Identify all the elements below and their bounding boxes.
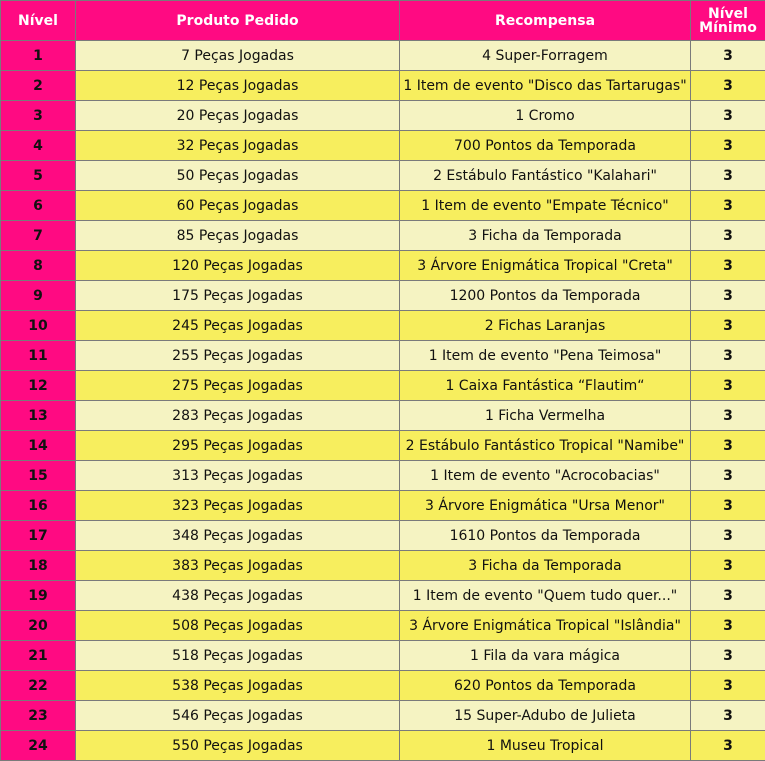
- min-level-cell: 3: [691, 581, 765, 611]
- table-row: [1, 581, 765, 611]
- min-level-cell: 3: [691, 521, 765, 551]
- min-level-cell: 3: [691, 401, 765, 431]
- header-min-level-line2: Mínimo: [699, 19, 757, 36]
- product-cell: 323 Peças Jogadas: [76, 491, 400, 521]
- product-cell: 538 Peças Jogadas: [76, 671, 400, 701]
- reward-cell: 1 Museu Tropical: [400, 731, 691, 761]
- reward-cell: 3 Ficha da Temporada: [400, 221, 691, 251]
- product-cell: 313 Peças Jogadas: [76, 461, 400, 491]
- reward-cell: 3 Árvore Enigmática "Ursa Menor": [400, 491, 691, 521]
- min-level-cell: 3: [691, 341, 765, 371]
- product-cell: 12 Peças Jogadas: [76, 71, 400, 101]
- product-cell: 546 Peças Jogadas: [76, 701, 400, 731]
- reward-cell: 2 Estábulo Fantástico Tropical "Namibe": [400, 431, 691, 461]
- min-level-cell: 3: [691, 431, 765, 461]
- product-cell: 175 Peças Jogadas: [76, 281, 400, 311]
- min-level-cell: 3: [691, 611, 765, 641]
- product-cell: 275 Peças Jogadas: [76, 371, 400, 401]
- level-cell: 23: [1, 701, 76, 731]
- reward-cell: 1 Item de evento "Disco das Tartarugas": [400, 71, 691, 101]
- product-cell: 120 Peças Jogadas: [76, 251, 400, 281]
- level-cell: 1: [1, 41, 76, 71]
- level-cell: 9: [1, 281, 76, 311]
- min-level-cell: 3: [691, 641, 765, 671]
- reward-cell: 3 Árvore Enigmática Tropical "Islândia": [400, 611, 691, 641]
- reward-cell: 1 Item de evento "Quem tudo quer...": [400, 581, 691, 611]
- reward-cell: 1610 Pontos da Temporada: [400, 521, 691, 551]
- level-cell: 11: [1, 341, 76, 371]
- level-cell: 8: [1, 251, 76, 281]
- table-row: [1, 641, 765, 671]
- level-cell: 5: [1, 161, 76, 191]
- level-cell: 6: [1, 191, 76, 221]
- min-level-cell: 3: [691, 671, 765, 701]
- min-level-cell: 3: [691, 731, 765, 761]
- table-row: [1, 551, 765, 581]
- table-row: [1, 281, 765, 311]
- table-row: [1, 221, 765, 251]
- header-min-level-line1: Nível: [708, 5, 748, 22]
- reward-cell: 1 Ficha Vermelha: [400, 401, 691, 431]
- min-level-cell: 3: [691, 41, 765, 71]
- table-row: [1, 431, 765, 461]
- product-cell: 438 Peças Jogadas: [76, 581, 400, 611]
- product-cell: 518 Peças Jogadas: [76, 641, 400, 671]
- table-row: [1, 251, 765, 281]
- level-cell: 3: [1, 101, 76, 131]
- product-cell: 348 Peças Jogadas: [76, 521, 400, 551]
- min-level-cell: 3: [691, 251, 765, 281]
- table-row: [1, 41, 765, 71]
- header-product: Produto Pedido: [76, 1, 400, 41]
- table-header: [1, 1, 765, 41]
- table-body: [1, 41, 765, 761]
- reward-cell: 1 Item de evento "Empate Técnico": [400, 191, 691, 221]
- table-row: [1, 701, 765, 731]
- product-cell: 295 Peças Jogadas: [76, 431, 400, 461]
- min-level-cell: 3: [691, 161, 765, 191]
- reward-cell: 1 Caixa Fantástica “Flautim“: [400, 371, 691, 401]
- product-cell: 7 Peças Jogadas: [76, 41, 400, 71]
- reward-cell: 1 Item de evento "Acrocobacias": [400, 461, 691, 491]
- reward-cell: 2 Estábulo Fantástico "Kalahari": [400, 161, 691, 191]
- min-level-cell: 3: [691, 71, 765, 101]
- product-cell: 32 Peças Jogadas: [76, 131, 400, 161]
- level-cell: 14: [1, 431, 76, 461]
- reward-cell: 1200 Pontos da Temporada: [400, 281, 691, 311]
- reward-cell: 700 Pontos da Temporada: [400, 131, 691, 161]
- level-cell: 24: [1, 731, 76, 761]
- table-row: [1, 491, 765, 521]
- min-level-cell: 3: [691, 371, 765, 401]
- header-row: [1, 1, 765, 41]
- reward-cell: 1 Fila da vara mágica: [400, 641, 691, 671]
- min-level-cell: 3: [691, 131, 765, 161]
- table-row: [1, 401, 765, 431]
- level-cell: 19: [1, 581, 76, 611]
- reward-cell: 4 Super-Forragem: [400, 41, 691, 71]
- product-cell: 85 Peças Jogadas: [76, 221, 400, 251]
- min-level-cell: 3: [691, 461, 765, 491]
- min-level-cell: 3: [691, 191, 765, 221]
- min-level-cell: 3: [691, 311, 765, 341]
- level-cell: 22: [1, 671, 76, 701]
- level-cell: 4: [1, 131, 76, 161]
- reward-cell: 3 Ficha da Temporada: [400, 551, 691, 581]
- table-row: [1, 161, 765, 191]
- reward-cell: 1 Cromo: [400, 101, 691, 131]
- header-reward: Recompensa: [400, 1, 691, 41]
- level-cell: 12: [1, 371, 76, 401]
- product-cell: 20 Peças Jogadas: [76, 101, 400, 131]
- level-cell: 21: [1, 641, 76, 671]
- min-level-cell: 3: [691, 701, 765, 731]
- product-cell: 383 Peças Jogadas: [76, 551, 400, 581]
- level-cell: 13: [1, 401, 76, 431]
- table-row: [1, 131, 765, 161]
- table-row: [1, 371, 765, 401]
- header-level: Nível: [1, 1, 76, 41]
- level-cell: 16: [1, 491, 76, 521]
- min-level-cell: 3: [691, 491, 765, 521]
- table-row: [1, 311, 765, 341]
- table-row: [1, 671, 765, 701]
- level-cell: 20: [1, 611, 76, 641]
- product-cell: 50 Peças Jogadas: [76, 161, 400, 191]
- product-cell: 283 Peças Jogadas: [76, 401, 400, 431]
- product-cell: 550 Peças Jogadas: [76, 731, 400, 761]
- product-cell: 60 Peças Jogadas: [76, 191, 400, 221]
- table-row: [1, 71, 765, 101]
- min-level-cell: 3: [691, 101, 765, 131]
- product-cell: 508 Peças Jogadas: [76, 611, 400, 641]
- reward-cell: 2 Fichas Laranjas: [400, 311, 691, 341]
- min-level-cell: 3: [691, 281, 765, 311]
- level-cell: 17: [1, 521, 76, 551]
- min-level-cell: 3: [691, 551, 765, 581]
- table-row: [1, 731, 765, 761]
- table-row: [1, 101, 765, 131]
- level-cell: 15: [1, 461, 76, 491]
- header-min-level: [691, 1, 765, 41]
- table-row: [1, 611, 765, 641]
- product-cell: 255 Peças Jogadas: [76, 341, 400, 371]
- min-level-cell: 3: [691, 221, 765, 251]
- reward-cell: 15 Super-Adubo de Julieta: [400, 701, 691, 731]
- product-cell: 245 Peças Jogadas: [76, 311, 400, 341]
- table-row: [1, 461, 765, 491]
- level-cell: 2: [1, 71, 76, 101]
- reward-cell: 3 Árvore Enigmática Tropical "Creta": [400, 251, 691, 281]
- level-cell: 7: [1, 221, 76, 251]
- level-cell: 18: [1, 551, 76, 581]
- table-row: [1, 341, 765, 371]
- table-row: [1, 191, 765, 221]
- level-cell: 10: [1, 311, 76, 341]
- reward-cell: 1 Item de evento "Pena Teimosa": [400, 341, 691, 371]
- table-row: [1, 521, 765, 551]
- reward-cell: 620 Pontos da Temporada: [400, 671, 691, 701]
